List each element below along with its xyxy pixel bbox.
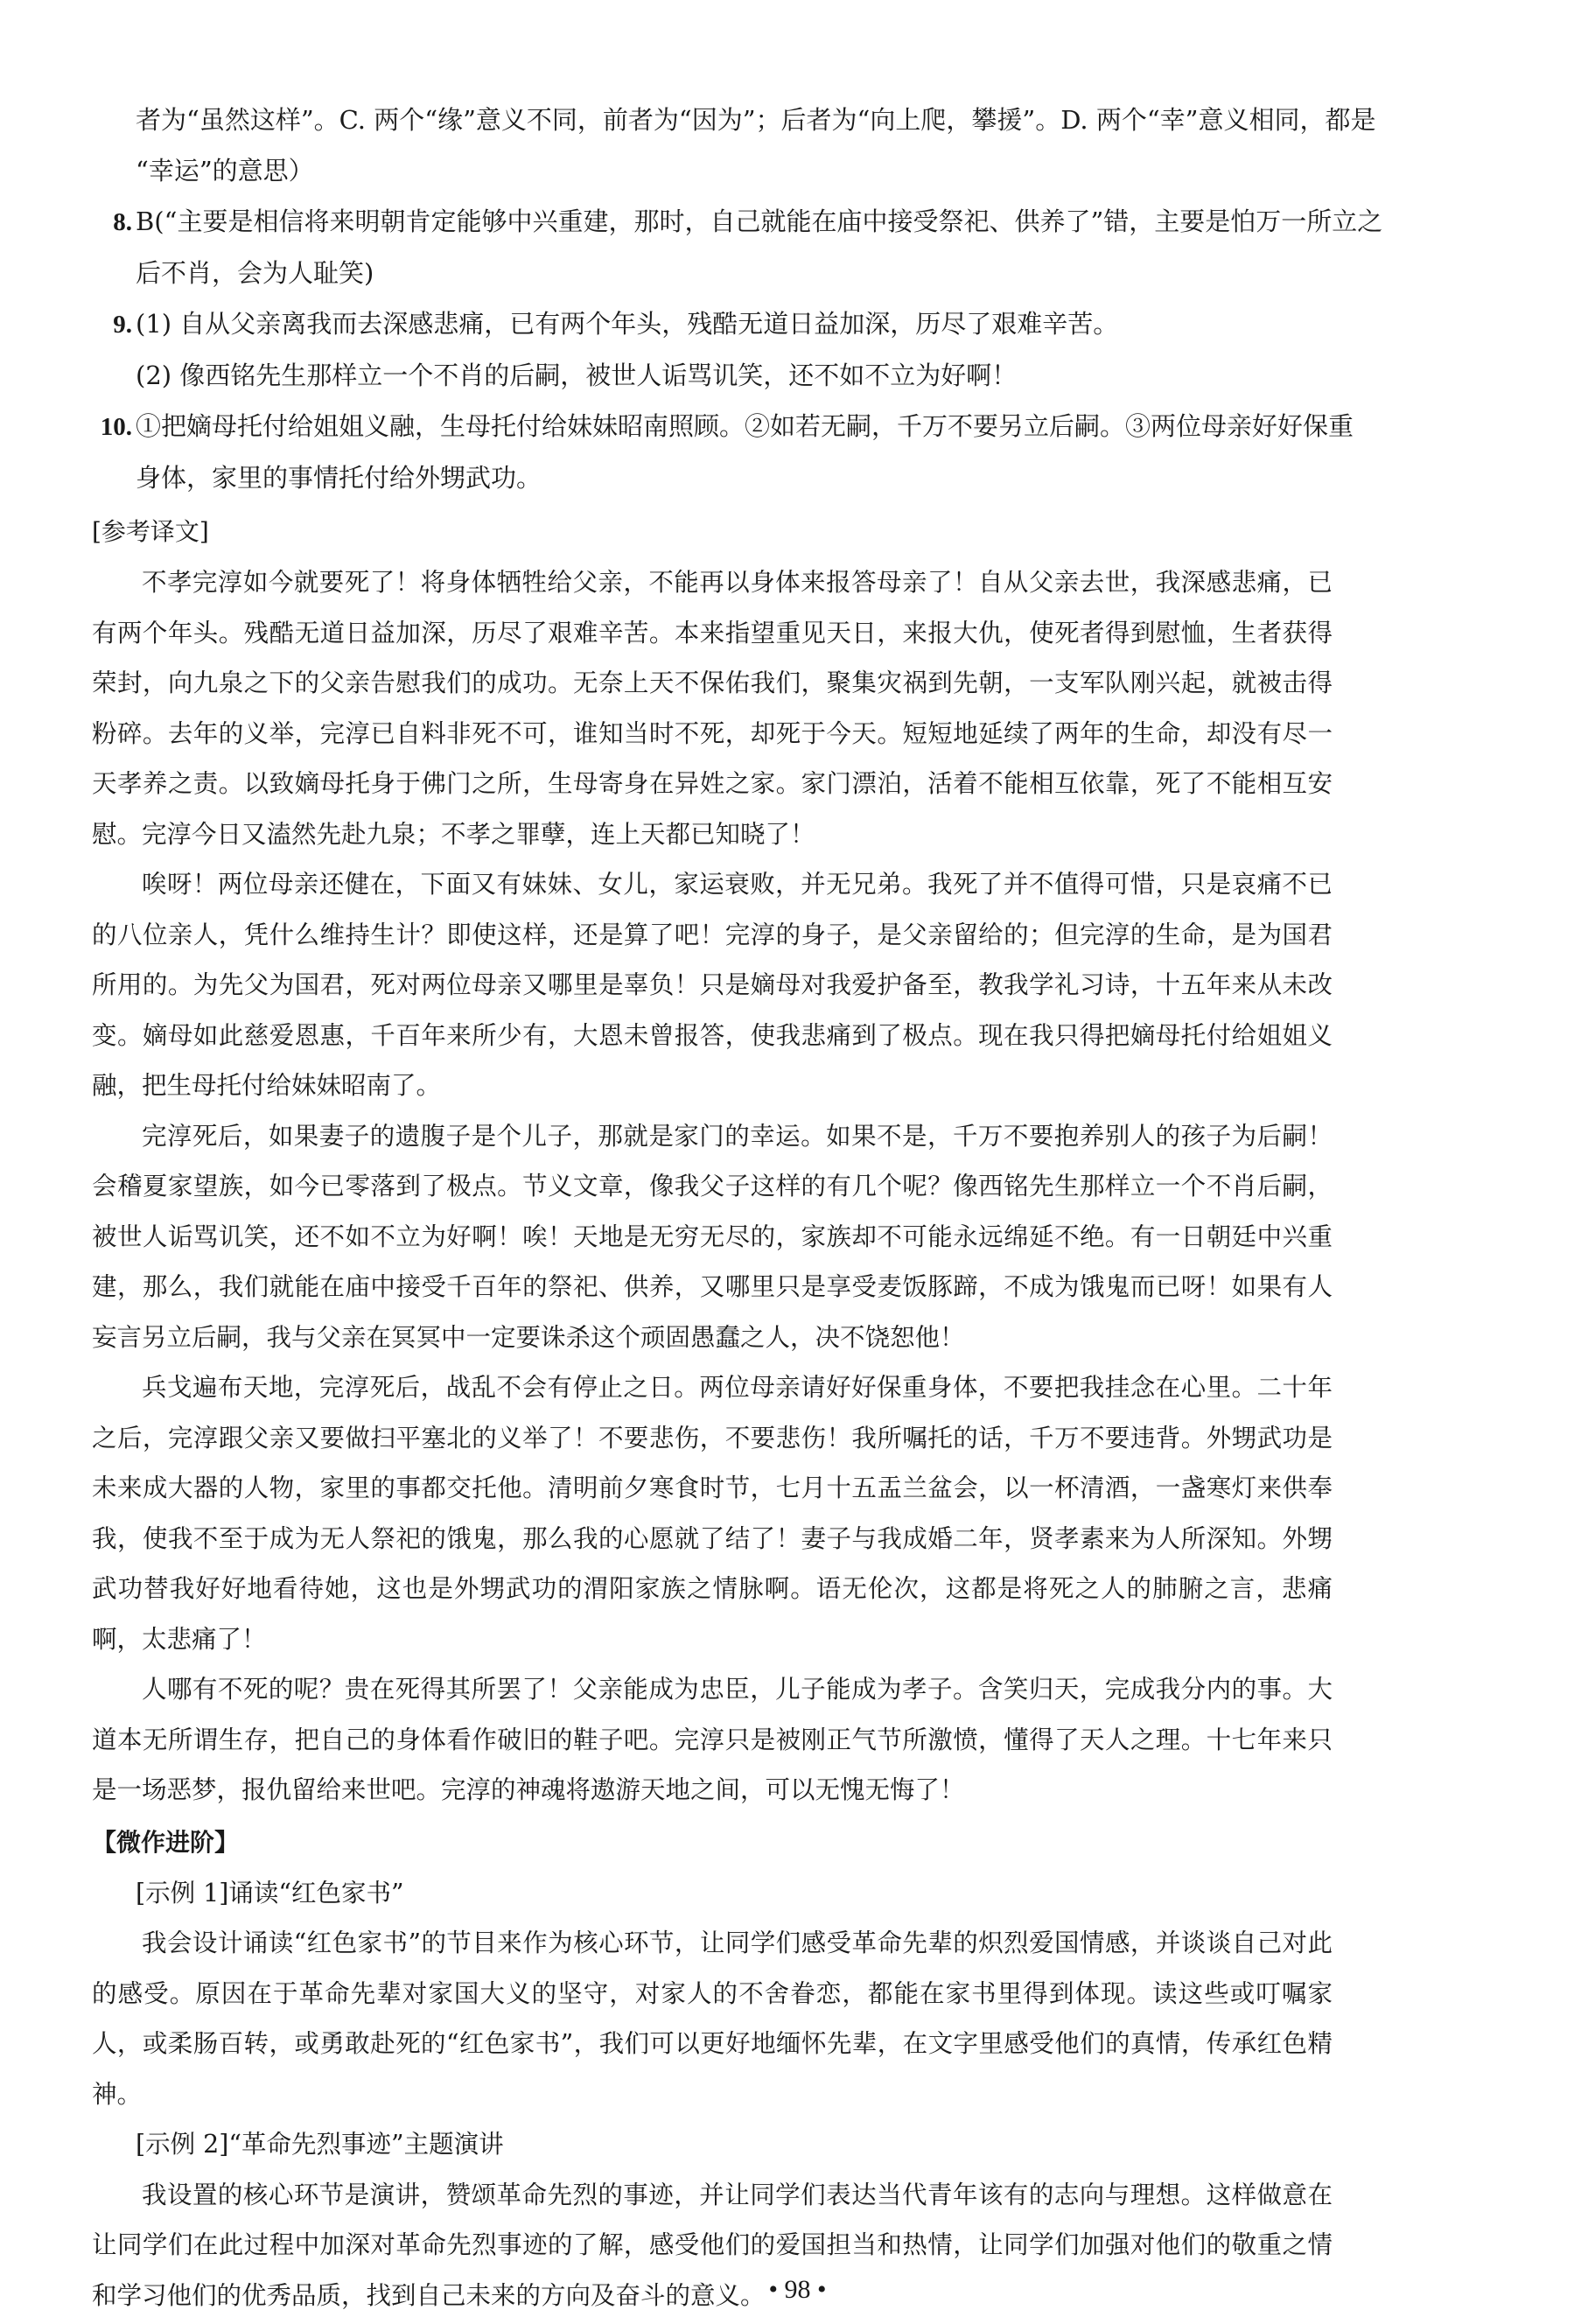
example-paragraph: 我设置的核心环节是演讲，赞颂革命先烈的事迹，并让同学们表达当代青年该有的志向与理想。这样做意在让同学们在此过程中加深对革命先烈事迹的了解，感受他们的爱国担当和热情，让同学们加强对他们的敬重之情和学习他们的优秀品质，找到自己未来的方向及奋斗的意义。 <box>92 2180 1333 2310</box>
question-number: 9. <box>113 311 132 339</box>
question-number: 8. <box>113 208 132 236</box>
answer-text: B(“主要是相信将来明朝肯定能够中兴重建，那时，自己就能在庙中接受祭祀、供养了”错，主要是怕万一所立之 <box>136 206 1383 236</box>
translation-paragraph: 唉呀！两位母亲还健在，下面又有妹妹、女儿，家运衰败，并无兄弟。我死了并不值得可惜，只是哀痛不已的八位亲人，凭什么维持生计？即使这样，还是算了吧！完淳的身子，是父亲留给的；但完淳的生命，是为国君所用的。为先父为国君，死对两位母亲又哪里是辜负！只是嫡母对我爱护备至，教我学礼习诗，十五年来从未改变。嫡母如此慈爱恩惠，千百年来所少有，大恩未曾报答，使我悲痛到了极点。现在我只得把嫡母托付给姐姐义融，把生母托付给妹妹昭南了。 <box>92 870 1333 1100</box>
translation-paragraph: 不孝完淳如今就要死了！将身体牺牲给父亲，不能再以身体来报答母亲了！自从父亲去世，我深感悲痛，已有两个年头。残酷无道日益加深，历尽了艰难辛苦。本来指望重见天日，来报大仇，使死者得到慰恤，生者获得荣封，向九泉之下的父亲告慰我们的成功。无奈上天不保佑我们，聚集灾祸到先朝，一支军队刚兴起，就被击得粉碎。去年的义举，完淳已自料非死不可，谁知当时不死，却死于今天。短短地延续了两年的生命，却没有尽一天孝养之责。以致嫡母托身于佛门之所，生母寄身在异姓之家。家门漂泊，活着不能相互依靠，死了不能相互安慰。完淳今日又溘然先赴九泉；不孝之罪孽，连上天都已知晓了！ <box>92 568 1333 849</box>
answer-item-9 <box>92 298 1333 350</box>
example-1-body <box>92 1918 1333 2119</box>
example-2-title: [示例 2]“革命先烈事迹”主题演讲 <box>136 2130 504 2159</box>
example-paragraph: 我会设计诵读“红色家书”的节目来作为核心环节，让同学们感受革命先辈的炽烈爱国情感，并谈谈自己对此的感受。原因在于革命先辈对家国大义的坚守，对家人的不舍眷恋，都能在家书里得到体现。读这些或叮嘱家人，或柔肠百转，或勇敢赴死的“红色家书”，我们可以更好地缅怀先辈，在文字里感受他们的真情，传承红色精神。 <box>92 1928 1333 2109</box>
answer-text: 后不肖，会为人耻笑) <box>136 258 374 288</box>
answer-item-8 <box>92 196 1383 248</box>
answer-text: ①把嫡母托付给姐姐义融，生母托付给妹妹昭南照顾。②如若无嗣，千万不要另立后嗣。③两位母亲好好保重 <box>136 411 1354 441</box>
answer-item-10 <box>92 401 1354 452</box>
example-1-title: [示例 1]诵读“红色家书” <box>136 1878 404 1908</box>
page-number: • 98 • <box>768 2275 827 2304</box>
answer-continued-line: 者为“虽然这样”。C. 两个“缘”意义不同，前者为“因为”；后者为“向上爬，攀援”。D. 两个“幸”意义相同，都是 <box>136 105 1376 135</box>
reference-translation-body <box>92 557 1333 1816</box>
reference-translation-heading: [参考译文] <box>92 517 209 546</box>
answer-text: (2) 像西铭先生那样立一个不肖的后嗣，被世人诟骂讥笑，还不如不立为好啊！ <box>136 360 1018 390</box>
translation-paragraph: 人哪有不死的呢？贵在死得其所罢了！父亲能成为忠臣，儿子能成为孝子。含笑归天，完成我分内的事。大道本无所谓生存，把自己的身体看作破旧的鞋子吧。完淳只是被刚正气节所激愤，懂得了天人之理。十七年来只是一场恶梦，报仇留给来世吧。完淳的神魂将遨游天地之间，可以无愧无悔了！ <box>92 1675 1333 1804</box>
answer-text: (1) 自从父亲离我而去深感悲痛，已有两个年头，残酷无道日益加深，历尽了艰难辛苦。 <box>136 309 1119 339</box>
answer-continued-line: “幸运”的意思） <box>136 156 314 186</box>
answer-text: 身体，家里的事情托付给外甥武功。 <box>136 463 542 493</box>
answer-page <box>92 94 1383 2320</box>
question-number: 10. <box>100 413 132 441</box>
translation-paragraph: 完淳死后，如果妻子的遗腹子是个儿子，那就是家门的幸运。如果不是，千万不要抱养别人的孩子为后嗣！会稽夏家望族，如今已零落到了极点。节义文章，像我父子这样的有几个呢？像西铭先生那样立一个不肖后嗣，被世人诟骂讥笑，还不如不立为好啊！唉！天地是无穷无尽的，家族却不可能永远绵延不绝。有一日朝廷中兴重建，那么，我们就能在庙中接受千百年的祭祀、供养，又哪里只是享受麦饭豚蹄，不成为饿鬼而已呀！如果有人妄言另立后嗣，我与父亲在冥冥中一定要诛杀这个顽固愚蠢之人，决不饶恕他！ <box>92 1121 1333 1352</box>
translation-paragraph: 兵戈遍布天地，完淳死后，战乱不会有停止之日。两位母亲请好好保重身体，不要把我挂念在心里。二十年之后，完淳跟父亲又要做扫平塞北的义举了！不要悲伤，不要悲伤！我所嘱托的话，千万不要违背。外甥武功是未来成大器的人物，家里的事都交托他。清明前夕寒食时节，七月十五盂兰盆会，以一杯清酒，一盏寒灯来供奉我，使我不至于成为无人祭祀的饿鬼，那么我的心愿就了结了！妻子与我成婚二年，贤孝素来为人所深知。外甥武功替我好好地看待她，这也是外甥武功的渭阳家族之情脉啊。语无伦次，这都是将死之人的肺腑之言，悲痛啊，太悲痛了！ <box>92 1373 1333 1654</box>
answer-section <box>92 94 1383 503</box>
micro-writing-heading: 【微作进阶】 <box>92 1827 240 1857</box>
